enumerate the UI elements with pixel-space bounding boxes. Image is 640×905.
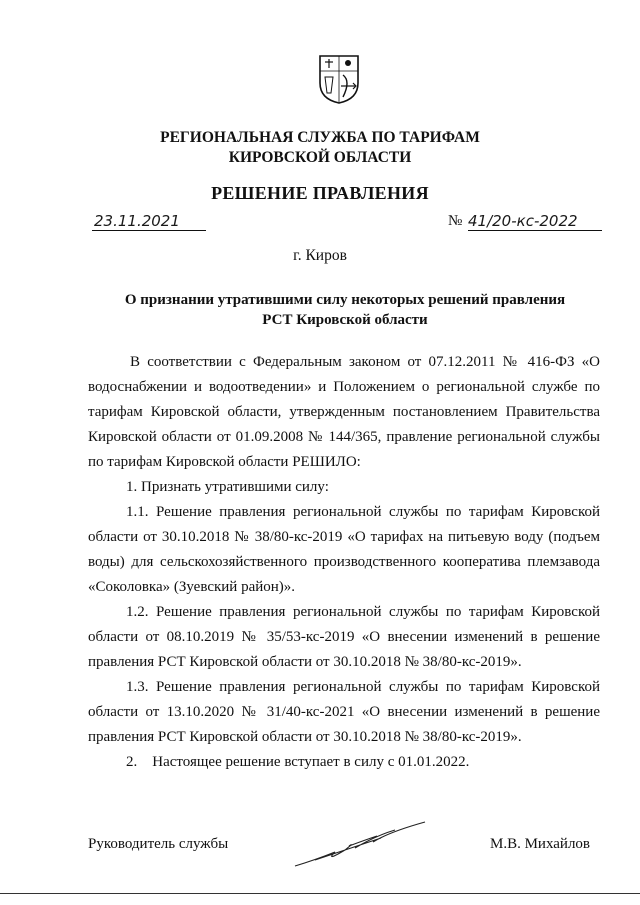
item-1-2: 1.2. Решение правления региональной службы по тарифам Кировской области от 08.10.2019 № 35/53-кс-2019 «О внесении изменений в решение правления РСТ Кировской области от 30.10.2018 № 38/80-кс-2019».: [88, 604, 600, 670]
item-1-3: 1.3. Решение правления региональной службы по тарифам Кировской области от 13.10.2020 № 31/40-кс-2021 «О внесении изменений в решение правления РСТ Кировской области от 30.10.2018 № 38/80-кс-2019».: [88, 679, 600, 745]
decision-date: 23.11.2021: [92, 212, 206, 231]
number-sign: №: [448, 213, 463, 229]
preamble-paragraph: В соответствии с Федеральным законом от 07.12.2011 № 416-ФЗ «О водоснабжении и водоотведении» и Положением о региональной службе по тарифам Кировской области, утвержденным постановлением Правительства Кировской области от 01.09.2008 № 144/365, правление региональной службы по тарифам Кировской области РЕШИЛО:: [88, 354, 600, 470]
document-title: РЕШЕНИЕ ПРАВЛЕНИЯ: [211, 183, 429, 203]
item-2-text: Настоящее решение вступает в силу с 01.01.2022.: [152, 754, 470, 770]
subject-line-1: О признании утратившими силу некоторых решений правления: [124, 292, 566, 308]
signatory-role: Руководитель службы: [88, 836, 229, 852]
city: г. Киров: [293, 247, 347, 264]
organization-name-line-1: РЕГИОНАЛЬНАЯ СЛУЖБА ПО ТАРИФАМ: [160, 129, 480, 146]
item-2-number: 2.: [126, 754, 138, 770]
item-1-1: 1.1. Решение правления региональной службы по тарифам Кировской области от 30.10.2018 № 38/80-кс-2019 «О тарифах на питьевую воду (подъем воды) для сельскохозяйственного производственного кооператива племзавода «Соколовка» (Зуевский район)».: [88, 504, 600, 595]
subject-line-2: РСТ Кировской области: [262, 312, 428, 328]
coat-of-arms-icon: [317, 53, 361, 105]
signatory-name: М.В. Михайлов: [490, 836, 591, 852]
handwritten-signature: [285, 816, 435, 876]
item-2: [88, 750, 600, 775]
footer-divider: [0, 893, 640, 894]
decision-subject: [90, 290, 600, 330]
decision-body: [88, 350, 600, 775]
item-1: 1. Признать утратившими силу:: [126, 479, 329, 495]
organization-name-line-2: КИРОВСКОЙ ОБЛАСТИ: [228, 149, 412, 166]
decision-number: 41/20-кс-2022: [468, 212, 602, 231]
